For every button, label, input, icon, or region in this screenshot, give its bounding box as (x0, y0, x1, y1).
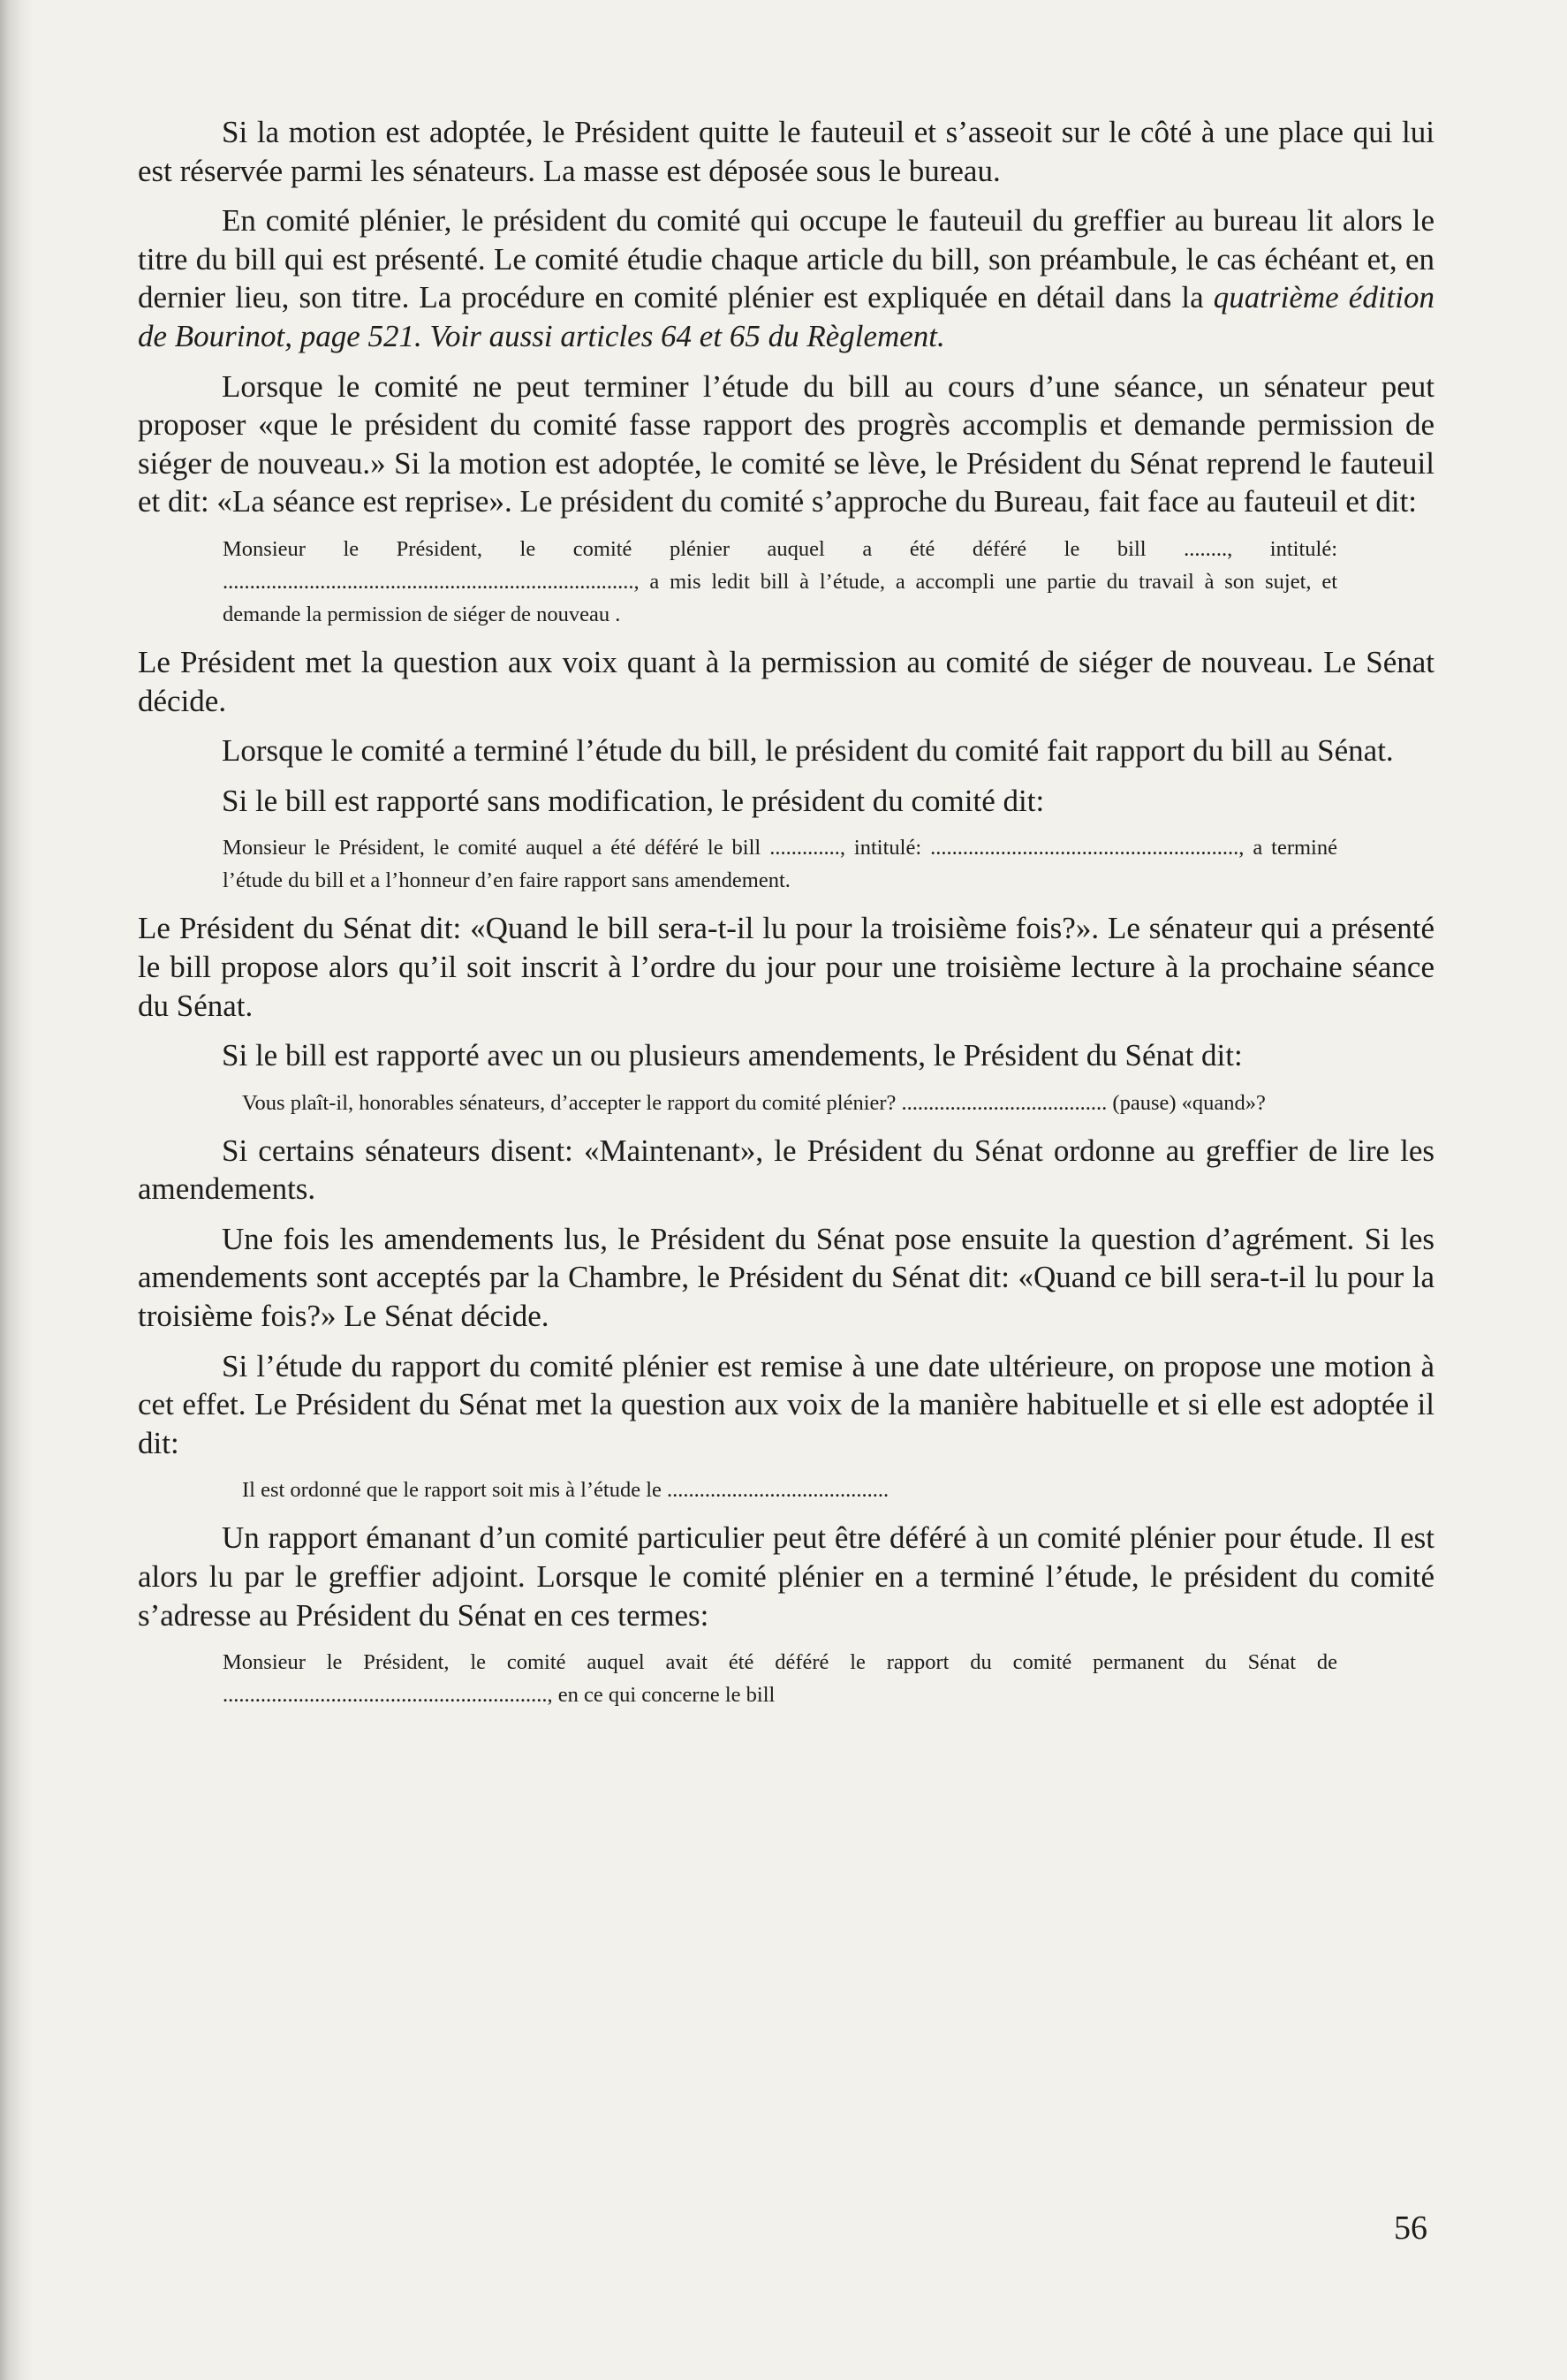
paragraph-motion-adopted: Si la motion est adoptée, le Président quitte le fauteuil et s’asseoit sur le côté à une place qui lui est réservée parmi les sénateurs. La masse est déposée sous le bureau. (138, 115, 1435, 188)
paragraph-committee-finished: Lorsque le comité a terminé l’étude du bill, le président du comité fait rapport du bill au Sénat. (222, 733, 1394, 769)
paragraph-amendments-read: Une fois les amendements lus, le Président du Sénat pose ensuite la question d’agrément. Si les amendements sont acceptés par la Chambre, le Président du Sénat dit: «Quand ce bill sera-t-il lu pour la troisième fois?» Le Sénat décide. (138, 1221, 1435, 1334)
page-number: 56 (1394, 2209, 1427, 2247)
paragraph-third-reading: Le Président du Sénat dit: «Quand le bill sera-t-il lu pour la troisième fois?». Le sénateur qui a présenté le bill propose alors qu’il soit inscrit à l’ordre du jour pour une troisième lecture à la prochaine séance du Sénat. (138, 911, 1435, 1023)
formula-progress-report: Monsieur le Président, le comité plénier auquel a été déféré le bill ........, intitulé: ............................................................................, a mis ledit bill à l’étude, a accompli une partie du travail à son sujet, et demande la permission de siéger de nouveau . (223, 536, 1337, 626)
formula-ordered: Il est ordonné que le rapport soit mis à l’étude le ......................................... (242, 1478, 889, 1503)
page-body (138, 113, 1435, 1724)
paragraph-committee-of-whole (138, 201, 1435, 355)
paragraph-without-amendment: Si le bill est rapporté sans modification, le président du comité dit: (222, 783, 1045, 818)
formula-standing-committee-report: Monsieur le Président, le comité auquel avait été déféré le rapport du comité permanent du Sénat de ............................................................, en ce qui concerne le bill (223, 1650, 1337, 1708)
paragraph-now: Si certains sénateurs disent: «Maintenant», le Président du Sénat ordonne au greffier de lire les amendements. (138, 1133, 1435, 1207)
bourinot-reference: quatrième édition de Bourinot, page 521. Voir aussi articles 64 et 65 du Règlement. (138, 280, 1435, 353)
paragraph-committee-text: En comité plénier, le président du comité qui occupe le fauteuil du greffier au bureau lit alors le titre du bill qui est présenté. Le comité étudie chaque article du bill, son préambule, le cas échéant et, en dernier lieu, son titre. La procédure en comité plénier est expliquée en détail dans la (138, 203, 1435, 315)
paragraph-special-committee: Un rapport émanant d’un comité particulier peut être déféré à un comité plénier pour étude. Il est alors lu par le greffier adjoint. Lorsque le comité plénier en a terminé l’étude, le président du comité s’adresse au Président du Sénat en ces termes: (138, 1520, 1435, 1633)
paragraph-progress-report: Lorsque le comité ne peut terminer l’étude du bill au cours d’une séance, un sénateur peut proposer «que le président du comité fasse rapport des progrès accomplis et demande permission de siéger de nouveau.» Si la motion est adoptée, le comité se lève, le Président du Sénat reprend le fauteuil et dit: «La séance est reprise». Le président du comité s’approche du Bureau, fait face au fauteuil et dit: (138, 368, 1435, 519)
paragraph-leave-to-sit: Le Président met la question aux voix quant à la permission au comité de siéger de nouveau. Le Sénat décide. (138, 644, 1435, 718)
paragraph-with-amendments: Si le bill est rapporté avec un ou plusieurs amendements, le Président du Sénat dit: (222, 1038, 1243, 1073)
paragraph-later-date: Si l’étude du rapport du comité plénier est remise à une date ultérieure, on propose une motion à cet effet. Le Président du Sénat met la question aux voix de la manière habituelle et si elle est adoptée il dit: (138, 1348, 1435, 1460)
page-binding-shadow (0, 0, 34, 2380)
formula-report-without-amendment: Monsieur le Président, le comité auquel a été déféré le bill ............., intitulé: ........................................................., a terminé l’étude du bill et a l’honneur d’en faire rapport sans amendement. (223, 836, 1337, 893)
formula-accept-report: Vous plaît-il, honorables sénateurs, d’accepter le rapport du comité plénier? ...................................... (pause) «quand»? (242, 1090, 1266, 1115)
